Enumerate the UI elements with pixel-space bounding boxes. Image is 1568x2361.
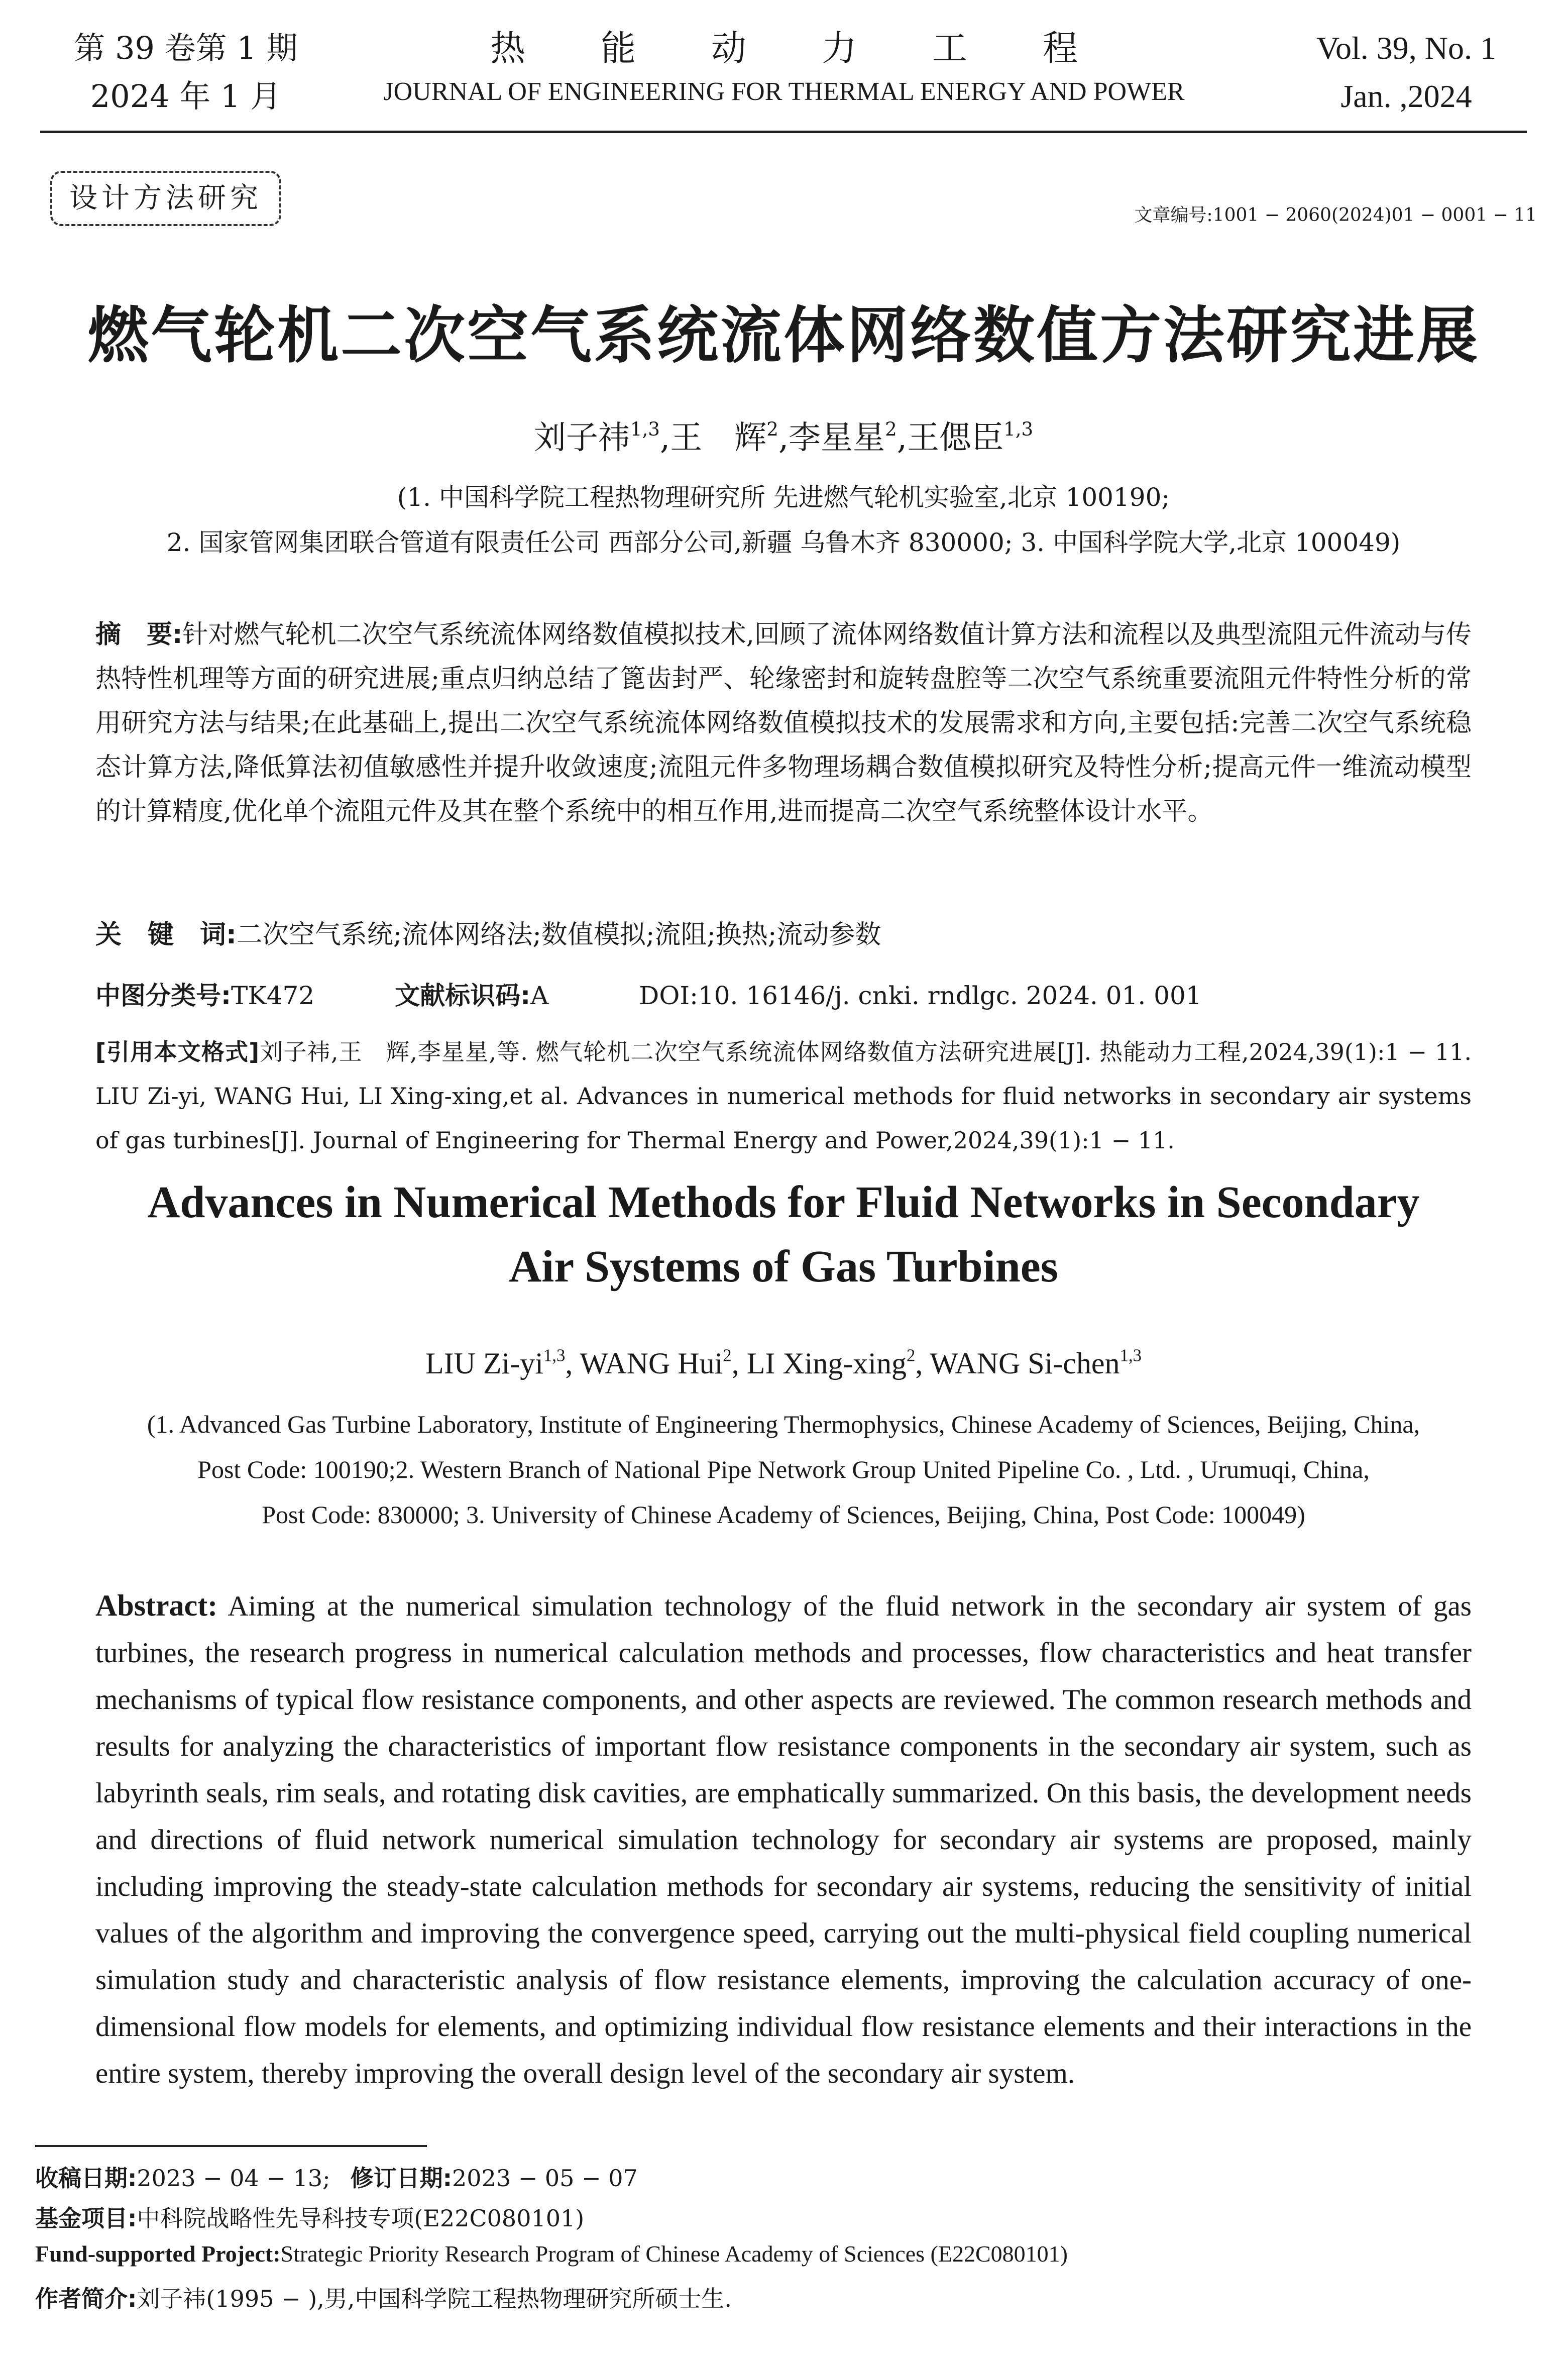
issue-volume-en: Vol. 39, No. 1 [1316,30,1496,66]
title-en [40,1170,1527,1299]
revised-date: 2023 − 05 − 07 [452,2165,638,2192]
author-sep: , [897,419,908,457]
author-affil-sup: 1,3 [630,418,660,441]
author-en: WANG Si-chen [930,1347,1120,1380]
citation [95,1030,1472,1162]
footnote-fund-en [35,2240,1542,2267]
author-cn: 李星星 [789,419,885,457]
author-sep: , [659,419,670,457]
footnote-fund [35,2200,1542,2233]
author-bio-label: 作者简介: [35,2285,137,2312]
revised-label: 修订日期: [350,2165,453,2192]
author-sep: , [915,1347,930,1380]
fund-en-text: Strategic Priority Research Program of Chinese Academy of Sciences (E22C080101) [280,2241,1068,2267]
author-affil-sup: 1,3 [1003,418,1034,441]
author-affil-sup: 2 [723,1345,732,1365]
author-sep: , [565,1347,580,1380]
clc-label: 中图分类号: [95,981,231,1010]
header-rule [40,131,1527,133]
fund-en-label: Fund-supported Project: [35,2241,281,2267]
footnote-author [35,2281,1542,2314]
title-cn: 燃气轮机二次空气系统流体网络数值方法研究进展 [87,300,1480,371]
author-cn: 王偲臣 [907,419,1004,457]
author-affil-sup: 1,3 [1119,1345,1142,1365]
abstract-cn-label: 摘 要: [95,620,183,650]
keywords-cn-label: 关 键 词: [95,920,237,950]
column-tag: 设计方法研究 [50,171,281,226]
authors-cn [40,412,1527,458]
author-affil-sup: 2 [766,418,778,441]
article-number: 文章编号:1001 − 2060(2024)01 − 0001 − 11 [1134,205,1537,226]
received-date: 2023 − 04 − 13; [137,2165,330,2192]
affiliation-en-line: Post Code: 100190;2. Western Branch of National Pipe Network Group United Pipeline Co. , Ltd. , Urumuqi, China, [197,1455,1370,1483]
fund-label: 基金项目: [35,2205,137,2232]
title-en-line: Air Systems of Gas Turbines [509,1242,1058,1292]
abstract-cn-text: 针对燃气轮机二次空气系统流体网络数值模拟技术,回顾了流体网络数值计算方法和流程以及典型流阻元件流动与传热特性机理等方面的研究进展;重点归纳总结了篦齿封严、轮缘密封和旋转盘腔等二次空气系统重要流阻元件特性分析的常用研究方法与结果;在此基础上,提出二次空气系统流体网络数值模拟技术的发展需求和方向,主要包括:完善二次空气系统稳态计算方法,降低算法初值敏感性并提升收敛速度;流阻元件多物理场耦合数值模拟研究及特性分析;提高元件一维流动模型的计算精度,优化单个流阻元件及其在整个系统中的相互作用,进而提高二次空气系统整体设计水平。 [95,620,1472,826]
clc-code: TK472 [231,981,315,1010]
issue-info [60,24,311,121]
author-affil-sup: 2 [906,1345,916,1365]
doc-code: A [530,981,549,1010]
citation-label: [引用本文格式] [95,1038,260,1065]
keywords-cn [95,913,1472,951]
title-en-line: Advances in Numerical Methods for Fluid Networks in Secondary [147,1177,1420,1227]
author-en: LIU Zi-yi [425,1347,543,1380]
author-cn: 刘子祎 [533,419,630,457]
citation-text: 刘子祎,王 辉,李星星,等. 燃气轮机二次空气系统流体网络数值方法研究进展[J]. 热能动力工程,2024,39(1):1 − 11. LIU Zi-yi, WANG Hui, LI Xing-xing,et al. Advances in numerical methods for fluid networks in secondary air systems of gas turbines[J]. Journal of Engineering for Thermal Energy and Power,2024,39(1):1 − 11. [95,1038,1472,1154]
journal-name-cn: 热能动力工程 [490,28,1153,69]
keywords-cn-text: 二次空气系统;流体网络法;数值模拟;流阻;换热;流动参数 [236,920,881,950]
doi: DOI:10. 16146/j. cnki. rndlgc. 2024. 01. 001 [639,981,1202,1010]
author-sep: , [731,1347,747,1380]
issue-volume: 第 39 卷第 1 期 [74,30,298,66]
affiliation-en-line: (1. Advanced Gas Turbine Laboratory, Institute of Engineering Thermophysics, Chinese Academy of Sciences, Beijing, China, [147,1410,1420,1438]
author-bio-text: 刘子祎(1995 − ),男,中国科学院工程热物理研究所硕士生. [137,2285,732,2312]
issue-date-en: Jan. ,2024 [1340,78,1472,114]
issue-info-en [1286,24,1527,121]
issue-date: 2024 年 1 月 [90,78,282,115]
footnote-dates [35,2160,1542,2193]
author-en: LI Xing-xing [746,1347,907,1380]
affiliation-en-line: Post Code: 830000; 3. University of Chinese Academy of Sciences, Beijing, China, Post Code: 100049) [262,1500,1305,1529]
abstract-en-label: Abstract: [95,1589,218,1622]
fund-text: 中科院战略性先导科技专项(E22C080101) [137,2205,585,2232]
affiliation-cn-line: 2. 国家管网集团联合管道有限责任公司 西部分公司,新疆 乌鲁木齐 830000; 3. 中国科学院大学,北京 100049) [166,528,1401,557]
journal-name-en: JOURNAL OF ENGINEERING FOR THERMAL ENERGY AND POWER [383,77,1185,106]
abstract-en-text: Aiming at the numerical simulation technology of the fluid network in the secondary air system of gas turbines, the research progress in numerical calculation methods and processes, flow characteristics and heat transfer mechanisms of typical flow resistance components, and other aspects are reviewed. The common research methods and results for analyzing the characteristics of important flow resistance components in the secondary air system, such as labyrinth seals, rim seals, and rotating disk cavities, are emphatically summarized. On this basis, the development needs and directions of fluid network numerical simulation technology for secondary air systems are proposed, mainly including improving the steady-state calculation methods for secondary air systems, reducing the sensitivity of initial values of the algorithm and improving the convergence speed, carrying out the multi-physical field coupling numerical simulation study and characteristic analysis of flow resistance elements, improving the calculation accuracy of one-dimensional flow models for elements, and optimizing individual flow resistance elements and their interactions in the entire system, thereby improving the overall design level of the secondary air system. [95,1590,1472,2089]
journal-name [352,24,1216,110]
affiliation-en [40,1402,1527,1537]
author-affil-sup: 2 [885,418,897,441]
authors-en [40,1346,1527,1381]
affiliation-cn-line: (1. 中国科学院工程热物理研究所 先进燃气轮机实验室,北京 100190; [397,483,1170,512]
abstract-en [95,1582,1472,2097]
author-affil-sup: 1,3 [543,1345,566,1365]
author-sep: , [778,419,789,457]
received-label: 收稿日期: [35,2165,137,2192]
author-cn: 王 辉 [670,419,767,457]
author-en: WANG Hui [580,1347,723,1380]
classification [95,976,1472,1012]
doc-code-label: 文献标识码: [395,981,531,1010]
footnote-rule [35,2145,427,2147]
abstract-cn [95,613,1472,834]
